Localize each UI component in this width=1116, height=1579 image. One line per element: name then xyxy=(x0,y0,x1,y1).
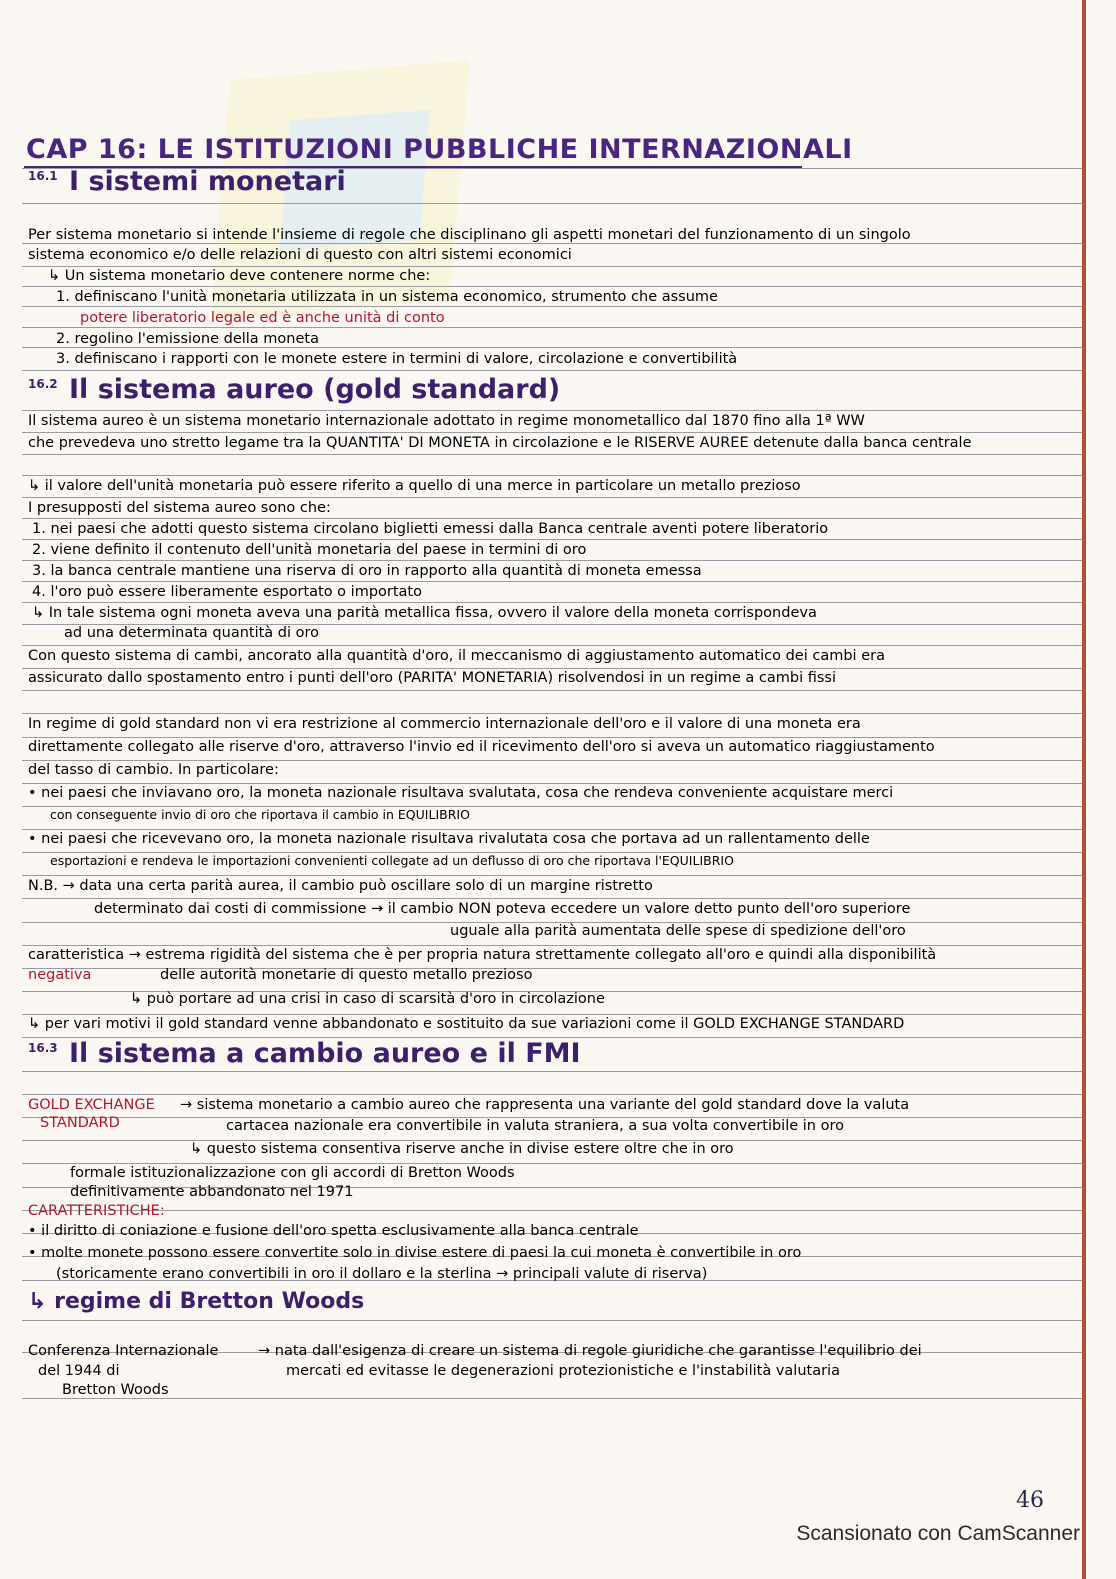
text-line: che prevedeva uno stretto legame tra la QUANTITA' DI MONETA in circolazione e le RISERVE AUREE detenute dalla banca centrale xyxy=(28,435,972,451)
text-line: In regime di gold standard non vi era restrizione al commercio internazionale dell'oro e il valore di una moneta era xyxy=(28,716,861,732)
section-number: 16.3 xyxy=(28,1041,58,1055)
text-line: direttamente collegato alle riserve d'oro, attraverso l'invio ed il ricevimento dell'oro si aveva un automatico riaggiustamento xyxy=(28,739,935,755)
text-line: 2. viene definito il contenuto dell'unità monetaria del paese in termini di oro xyxy=(32,542,587,558)
text-line: determinato dai costi di commissione → il cambio NON poteva eccedere un valore detto punto dell'oro superiore xyxy=(94,901,911,917)
subheading-bretton-woods: ↳ regime di Bretton Woods xyxy=(28,1289,365,1314)
text-line: Per sistema monetario si intende l'insieme di regole che disciplinano gli aspetti monetari del funzionamento di un singolo xyxy=(28,227,911,243)
page-number: 46 xyxy=(1016,1488,1044,1513)
text-line: 3. definiscano i rapporti con le monete estere in termini di valore, circolazione e convertibilità xyxy=(56,351,738,367)
text-line: definitivamente abbandonato nel 1971 xyxy=(70,1184,354,1200)
text-line: 4. l'oro può essere liberamente esportato o importato xyxy=(32,584,422,600)
text-line: → sistema monetario a cambio aureo che rappresenta una variante del gold standard dove la valuta xyxy=(180,1097,910,1113)
text-line: Il sistema aureo è un sistema monetario internazionale adottato in regime monometallico dal 1870 fino alla 1ª WW xyxy=(28,413,865,429)
text-line: ad una determinata quantità di oro xyxy=(64,625,320,641)
text-line: Bretton Woods xyxy=(62,1382,169,1398)
text-line: potere liberatorio legale ed è anche unità di conto xyxy=(80,310,445,326)
text-line: ↳ per vari motivi il gold standard venne abbandonato e sostituito da sue variazioni come il GOLD EXCHANGE STANDARD xyxy=(28,1016,905,1032)
section-title: Il sistema a cambio aureo e il FMI xyxy=(69,1038,581,1069)
section-heading-16-3 xyxy=(28,1038,581,1069)
text-line: ↳ può portare ad una crisi in caso di scarsità d'oro in circolazione xyxy=(130,991,605,1007)
section-number: 16.2 xyxy=(28,377,58,391)
text-line: • molte monete possono essere convertite solo in divise estere di paesi la cui moneta è convertibile in oro xyxy=(28,1245,802,1261)
text-line: negativa xyxy=(28,967,92,983)
text-line: (storicamente erano convertibili in oro il dollaro e la sterlina → principali valute di riserva) xyxy=(56,1266,708,1282)
text-line: mercati ed evitasse le degenerazioni protezionistiche e l'instabilità valutaria xyxy=(286,1363,840,1379)
text-line: esportazioni e rendeva le importazioni convenienti collegate ad un deflusso di oro che riportava l'EQUILIBRIO xyxy=(50,853,734,868)
text-line: con conseguente invio di oro che riportava il cambio in EQUILIBRIO xyxy=(50,807,470,822)
text-line: caratteristica → estrema rigidità del sistema che è per propria natura strettamente collegato all'oro e quindi alla disponibilità xyxy=(28,947,937,963)
text-line: ↳ questo sistema consentiva riserve anche in divise estere oltre che in oro xyxy=(190,1141,734,1157)
text-line: • nei paesi che inviavano oro, la moneta nazionale risultava svalutata, cosa che rendeva conveniente acquistare merci xyxy=(28,785,894,801)
text-line: sistema economico e/o delle relazioni di questo con altri sistemi economici xyxy=(28,247,572,263)
text-line: delle autorità monetarie di questo metallo prezioso xyxy=(160,967,533,983)
text-line: assicurato dallo spostamento entro i punti dell'oro (PARITA' MONETARIA) risolvendosi in un regime a cambi fissi xyxy=(28,670,836,686)
text-line: formale istituzionalizzazione con gli accordi di Bretton Woods xyxy=(70,1165,515,1181)
section-title: I sistemi monetari xyxy=(69,166,346,197)
text-line: • il diritto di coniazione e fusione dell'oro spetta esclusivamente alla banca centrale xyxy=(28,1223,639,1239)
section-number: 16.1 xyxy=(28,169,58,183)
text-line: N.B. → data una certa parità aurea, il cambio può oscillare solo di un margine ristretto xyxy=(28,878,653,894)
section-heading-16-1 xyxy=(28,166,346,197)
text-line: Conferenza Internazionale xyxy=(28,1343,219,1359)
text-line: uguale alla parità aumentata delle spese di spedizione dell'oro xyxy=(450,923,906,939)
text-line: 1. definiscano l'unità monetaria utilizzata in un sistema economico, strumento che assume xyxy=(56,289,718,305)
text-line: del tasso di cambio. In particolare: xyxy=(28,762,279,778)
section-title: Il sistema aureo (gold standard) xyxy=(69,374,561,405)
text-line: 3. la banca centrale mantiene una riserva di oro in rapporto alla quantità di moneta emessa xyxy=(32,563,702,579)
text-line: ↳ il valore dell'unità monetaria può essere riferito a quello di una merce in particolare un metallo prezioso xyxy=(28,478,801,494)
text-line: I presupposti del sistema aureo sono che: xyxy=(28,500,331,516)
text-line: CARATTERISTICHE: xyxy=(28,1203,165,1219)
text-line: del 1944 di xyxy=(38,1363,120,1379)
text-line: GOLD EXCHANGE xyxy=(28,1097,155,1113)
page-edge xyxy=(1082,0,1086,1579)
text-line: • nei paesi che ricevevano oro, la moneta nazionale risultava rivalutata cosa che portava ad un rallentamento delle xyxy=(28,831,870,847)
text-line: ↳ In tale sistema ogni moneta aveva una parità metallica fissa, ovvero il valore della moneta corrispondeva xyxy=(32,605,817,621)
text-line: STANDARD xyxy=(40,1115,120,1131)
text-line: Con questo sistema di cambi, ancorato alla quantità d'oro, il meccanismo di aggiustamento automatico dei cambi era xyxy=(28,648,885,664)
text-line: 1. nei paesi che adotti questo sistema circolano biglietti emessi dalla Banca centrale aventi potere liberatorio xyxy=(32,521,829,537)
text-line: cartacea nazionale era convertibile in valuta straniera, a sua volta convertibile in oro xyxy=(226,1118,844,1134)
scanner-footer: Scansionato con CamScanner xyxy=(796,1522,1080,1545)
text-line: → nata dall'esigenza di creare un sistema di regole giuridiche che garantisse l'equilibrio dei xyxy=(258,1343,922,1359)
chapter-title: CAP 16: LE ISTITUZIONI PUBBLICHE INTERNAZIONALI xyxy=(26,134,853,165)
section-heading-16-2 xyxy=(28,374,560,405)
text-line: 2. regolino l'emissione della moneta xyxy=(56,331,319,347)
text-line: ↳ Un sistema monetario deve contenere norme che: xyxy=(48,268,431,284)
